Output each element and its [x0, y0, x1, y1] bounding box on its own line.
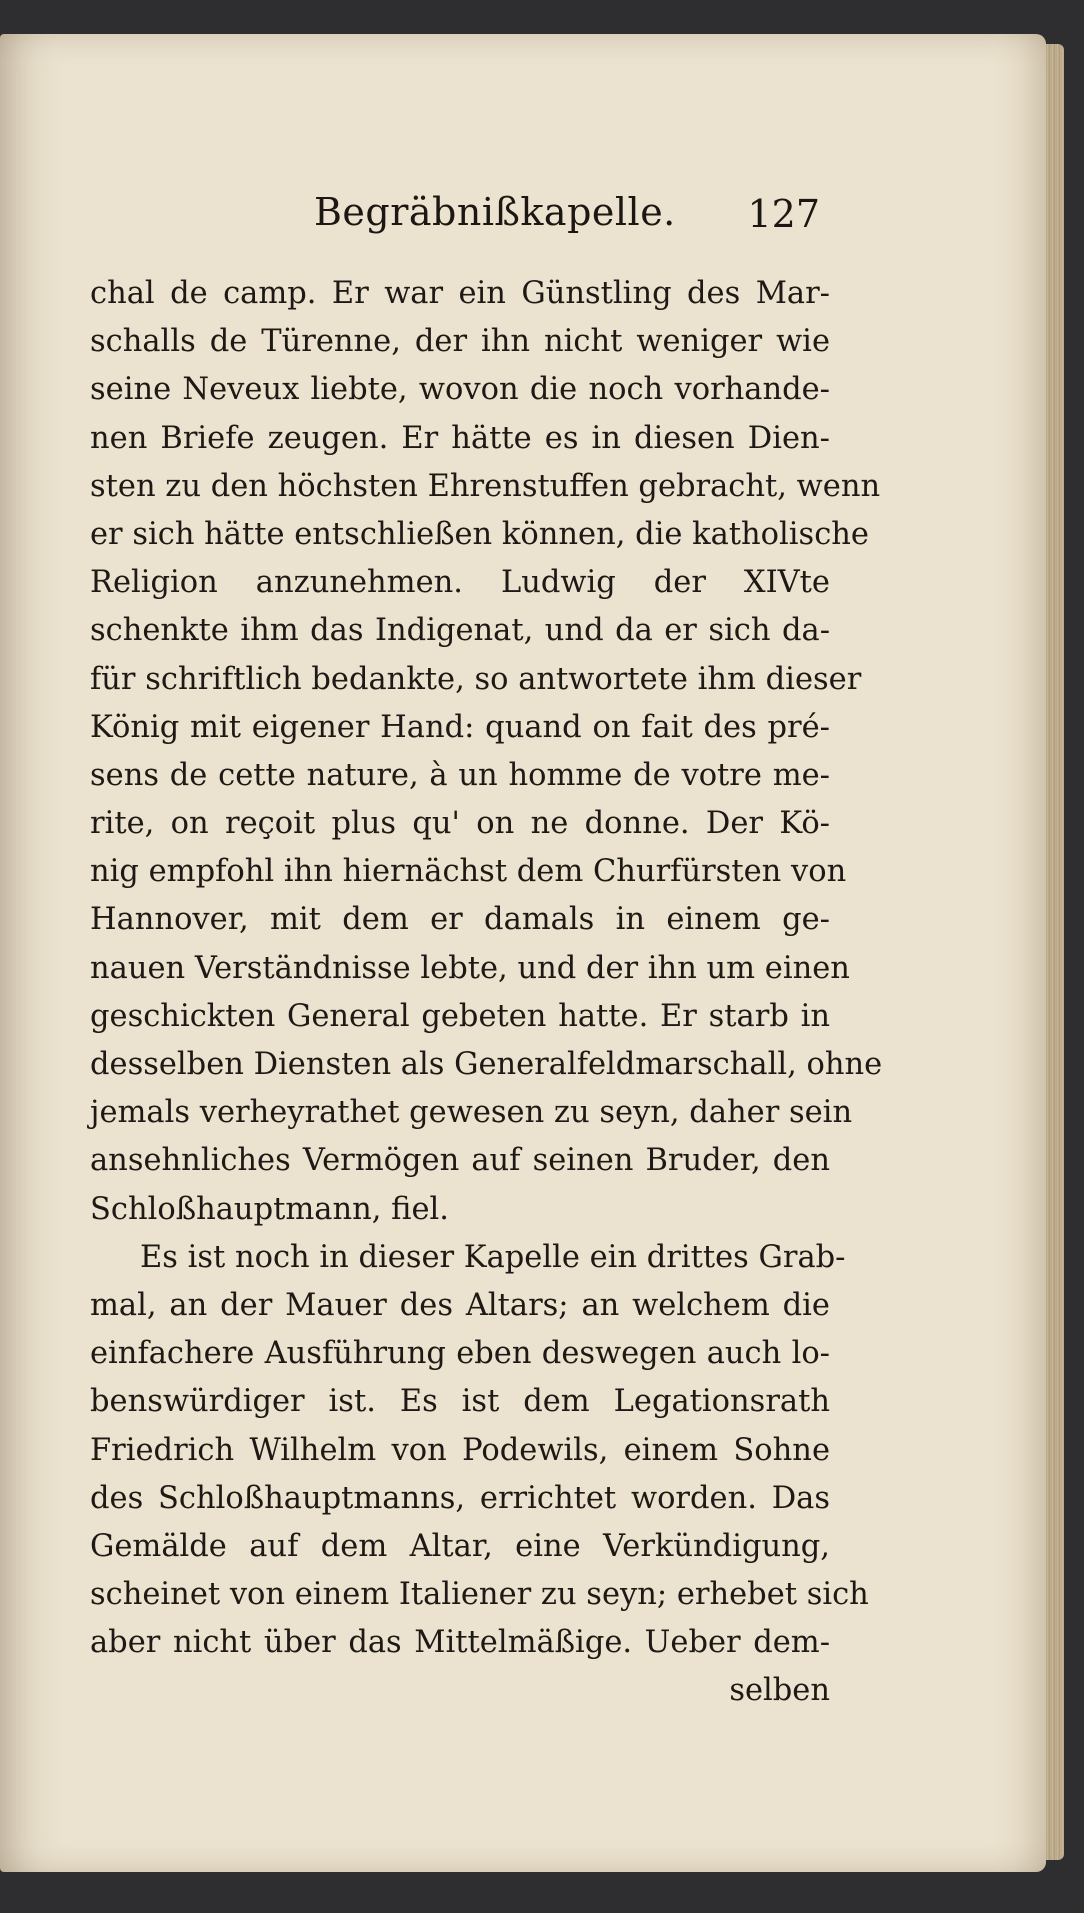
text-line: für schriftlich bedankte, so antwortete ihm dieser: [90, 661, 862, 697]
running-title: Begräbnißkapelle.: [314, 190, 676, 234]
text-line: sens de cette nature, à un homme de votre me-: [90, 757, 830, 793]
text-line: benswürdiger ist. Es ist dem Legationsrath: [90, 1384, 830, 1420]
text-line: nen Briefe zeugen. Er hätte es in diesen Dien-: [90, 420, 830, 456]
text-line: mal, an der Mauer des Altars; an welchem die: [90, 1287, 830, 1323]
text-line: rite, on reçoit plus qu' on ne donne. Der Kö-: [90, 806, 830, 842]
text-line: König mit eigener Hand: quand on fait des pré-: [90, 709, 830, 745]
text-line: nauen Verständnisse lebte, und der ihn um einen: [90, 950, 850, 986]
text-line: nig empfohl ihn hiernächst dem Churfürsten von: [90, 854, 847, 890]
text-line: Schloßhauptmann, fiel.: [90, 1191, 449, 1227]
text-line: geschickten General gebeten hatte. Er starb in: [90, 998, 830, 1034]
text-line: Gemälde auf dem Altar, eine Verkündigung,: [90, 1528, 830, 1564]
text-line: desselben Diensten als Generalfeldmarschall, ohne: [90, 1047, 883, 1082]
text-line: Religion anzunehmen. Ludwig der XIVte: [90, 565, 830, 601]
text-line: ansehnliches Vermögen auf seinen Bruder, den: [90, 1143, 830, 1179]
text-line: Friedrich Wilhelm von Podewils, einem Sohne: [90, 1432, 830, 1468]
text-line: des Schloßhauptmanns, errichtet worden. Das: [90, 1480, 830, 1516]
page-header: [300, 190, 820, 250]
page-number: 127: [747, 192, 820, 236]
catchword: selben: [729, 1673, 830, 1709]
text-line: schalls de Türenne, der ihn nicht weniger wie: [90, 324, 830, 360]
body-text: [90, 270, 883, 1716]
text-line: einfachere Ausführung eben deswegen auch lo-: [90, 1336, 830, 1372]
text-line: scheinet von einem Italiener zu seyn; erhebet sich: [90, 1577, 869, 1613]
text-line: Es ist noch in dieser Kapelle ein drittes Grab-: [140, 1239, 846, 1275]
text-line: er sich hätte entschließen können, die katholische: [90, 516, 869, 552]
page-edge: [1046, 44, 1064, 1860]
text-line: seine Neveux liebte, wovon die noch vorhande-: [90, 372, 830, 408]
text-line: aber nicht über das Mittelmäßige. Ueber dem-: [90, 1625, 830, 1661]
text-line: Hannover, mit dem er damals in einem ge-: [90, 902, 830, 938]
text-line: schenkte ihm das Indigenat, und da er sich da-: [90, 613, 830, 649]
text-line: jemals verheyrathet gewesen zu seyn, daher sein: [90, 1095, 853, 1131]
text-line: sten zu den höchsten Ehrenstuffen gebracht, wenn: [90, 468, 881, 504]
text-line: chal de camp. Er war ein Günstling des Mar-: [90, 276, 830, 311]
